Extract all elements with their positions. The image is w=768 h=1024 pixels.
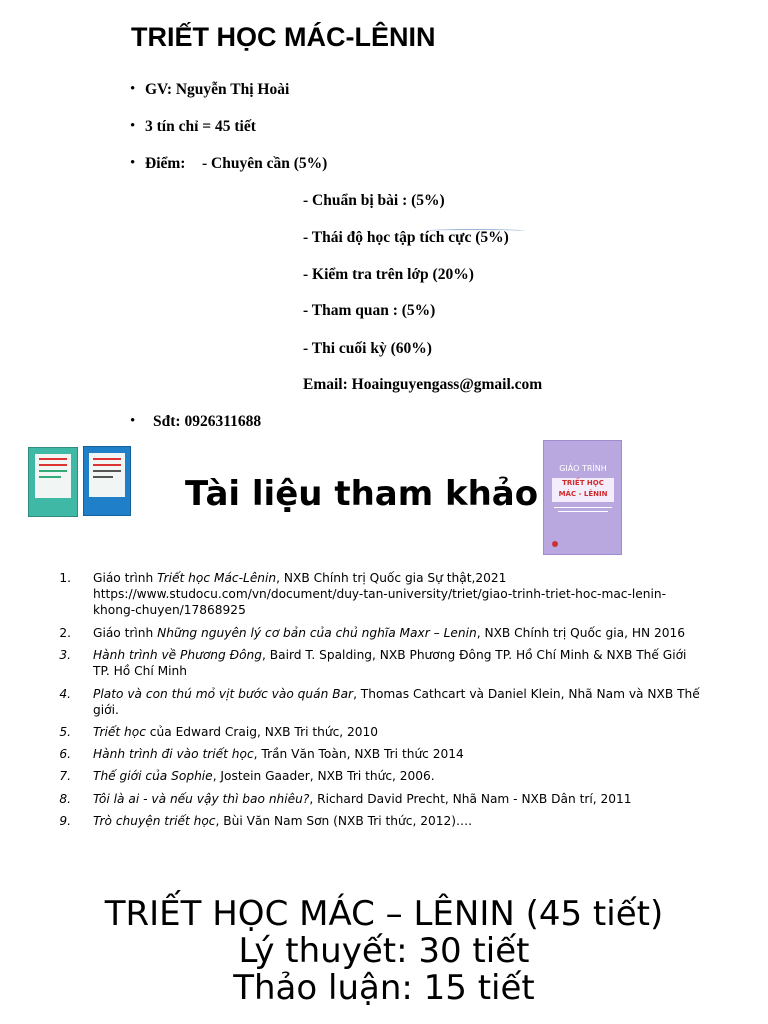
ref-title: Tôi là ai - và nếu vậy thì bao nhiêu? xyxy=(93,792,310,806)
list-number: 1. xyxy=(59,571,71,585)
ref-details: , NXB Chính trị Quốc gia Sự thật,2021 https://www.studocu.com/vn/document/duy-tan-university/triet/giao-trinh-triet-hoc-mac-lenin-khong-chuyen/17868925 xyxy=(93,571,667,617)
lecturer: GV: Nguyễn Thị Hoài xyxy=(145,81,290,98)
ref-title: Hành trình đi vào triết học xyxy=(93,747,254,761)
list-number: 7. xyxy=(59,769,71,783)
ref-details: , Bùi Văn Nam Sơn (NXB Tri thức, 2012)…. xyxy=(215,814,473,828)
email: Email: Hoainguyengass@gmail.com xyxy=(303,376,543,393)
ref-title: Những nguyên lý cơ bản của chủ nghĩa Maxr – Lenin xyxy=(157,626,477,640)
ref-title: Triết học Mác-Lênin xyxy=(157,571,277,585)
ref-details: , Richard David Precht, Nhã Nam - NXB Dân trí, 2011 xyxy=(309,792,632,806)
ref-details: , Baird T. Spalding, NXB Phương Đông TP. Hồ Chí Minh & NXB Thế Giới TP. Hồ Chí Minh xyxy=(93,648,687,678)
book-cover-image xyxy=(83,446,131,516)
book-cover-image xyxy=(28,447,78,517)
grade-item: - Thái độ học tập tích cực (5%) xyxy=(303,229,509,246)
book-cover-title xyxy=(552,478,614,502)
ref-title: Trò chuyện triết học xyxy=(93,814,216,828)
bullet: • xyxy=(130,413,136,429)
ref-title: Triết học xyxy=(93,725,146,739)
list-number: 9. xyxy=(59,814,71,828)
ref-title: Thế giới của Sophie xyxy=(93,769,213,783)
ref-details: , Trần Văn Toàn, NXB Tri thức 2014 xyxy=(253,747,464,761)
spellcheck-underline xyxy=(425,229,525,233)
list-number: 5. xyxy=(59,725,71,739)
theory-hours: Lý thuyết: 30 tiết xyxy=(238,931,530,971)
ref-title: Plato và con thú mỏ vịt bước vào quán Bar xyxy=(93,687,354,701)
grade-item: - Chuyên cần (5%) xyxy=(202,155,328,172)
grade-item: - Tham quan : (5%) xyxy=(303,302,436,319)
grade-item: - Thi cuối kỳ (60%) xyxy=(303,340,432,357)
ref-details: , Thomas Cathcart và Daniel Klein, Nhã Nam và NXB Thế giới. xyxy=(93,687,700,717)
bullet: • xyxy=(130,118,136,134)
book-cover-title-line: MÁC - LÊNIN xyxy=(558,490,608,498)
ref-details: của Edward Craig, NXB Tri thức, 2010 xyxy=(145,725,379,739)
list-number: 6. xyxy=(59,747,71,761)
bullet: • xyxy=(130,81,136,97)
ref-title: Hành trình về Phương Đông xyxy=(93,648,262,662)
list-number: 8. xyxy=(59,792,71,806)
grade-item: - Kiểm tra trên lớp (20%) xyxy=(303,266,474,283)
ref-prefix: Giáo trình xyxy=(93,571,158,585)
bullet: • xyxy=(130,155,136,171)
book-cover-title-line: TRIẾT HỌC xyxy=(562,479,604,487)
discussion-hours: Thảo luận: 15 tiết xyxy=(233,968,535,1008)
phone: Sđt: 0926311688 xyxy=(153,413,262,430)
book-cover-label: GIÁO TRÌNH xyxy=(559,464,607,473)
ref-details: , NXB Chính trị Quốc gia, HN 2016 xyxy=(476,626,686,640)
ref-details: , Jostein Gaader, NXB Tri thức, 2006. xyxy=(212,769,435,783)
grade-item: - Chuẩn bị bài : (5%) xyxy=(303,192,445,209)
course-summary-title: TRIẾT HỌC MÁC – LÊNIN (45 tiết) xyxy=(104,894,664,934)
grade-label: Điểm: xyxy=(145,155,186,172)
list-number: 2. xyxy=(59,626,71,640)
credits: 3 tín chỉ = 45 tiết xyxy=(145,118,256,135)
page-title: TRIẾT HỌC MÁC-LÊNIN xyxy=(131,22,436,52)
book-cover-image xyxy=(543,440,622,555)
list-number: 4. xyxy=(59,687,71,701)
references-heading: Tài liệu tham khảo xyxy=(185,474,539,514)
list-number: 3. xyxy=(59,648,71,662)
ref-prefix: Giáo trình xyxy=(93,626,158,640)
